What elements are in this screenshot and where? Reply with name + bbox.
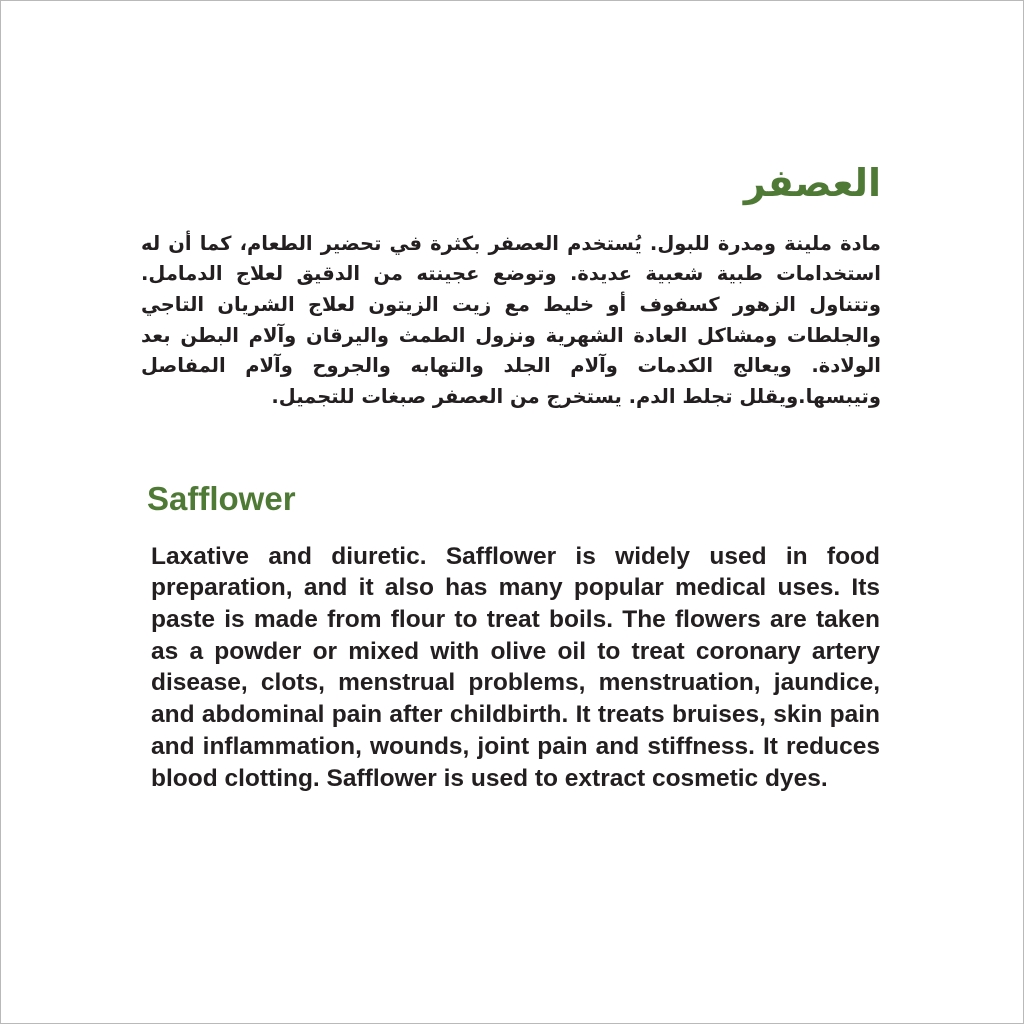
english-description: Laxative and diuretic. Safflower is widely used in food preparation, and it also has many popular medical uses. Its paste is made from flour to treat boils. The flowers are taken as a powder or mixed with olive oil to treat coronary artery disease, clots, menstrual problems, menstruation, jaundice, and abdominal pain after childbirth. It treats bruises, skin pain and inflammation, wounds, joint pain and stiffness. It reduces blood clotting. Safflower is used to extract cosmetic dyes. [151,542,880,792]
english-section [147,479,880,794]
arabic-section [141,161,881,413]
arabic-title: العصفر [743,161,881,205]
english-title: Safflower [147,480,296,517]
arabic-description: مادة ملينة ومدرة للبول. يُستخدم العصفر بكثرة في تحضير الطعام، كما أن له استخدامات طبية شعبية عديدة. وتوضع عجينته من الدقيق لعلاج الدمامل. وتتناول الزهور كسفوف أو خليط مع زيت الزيتون لعلاج الشريان التاجي والجلطات ومشاكل العادة الشهرية ونزول الطمث واليرقان وآلام البطن بعد الولادة. ويعالج الكدمات وآلام الجلد والتهابه والجروح وآلام المفاصل وتيبسها.ويقلل تجلط الدم. يستخرج من العصفر صبغات للتجميل. [141,231,881,409]
